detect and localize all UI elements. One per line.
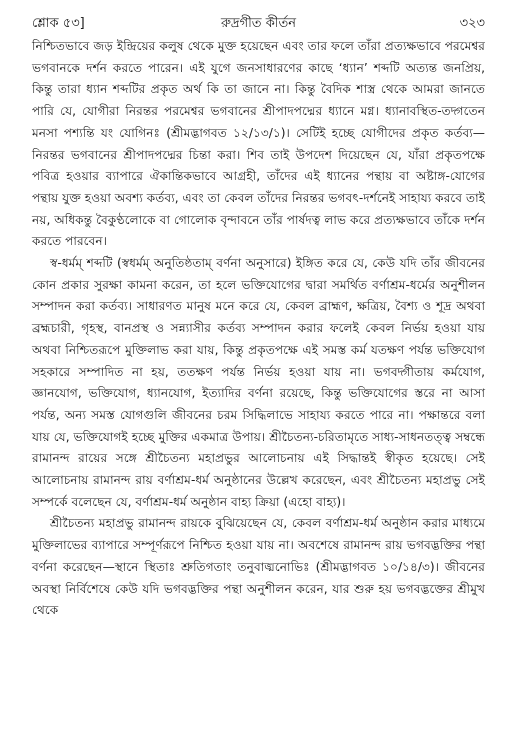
body-text [32, 36, 485, 622]
page-header [32, 0, 485, 48]
paragraph: স্ব-ধর্মম্ শব্দটি (স্বধর্মম্ অনুতিষ্ঠতাম্ বর্ণনা অনুসারে) ইঙ্গিত করে যে, কেউ যদি তাঁর জীবনের কোন প্রকার সুরক্ষা কামনা করেন, তা হলে ভক্তিযোগের দ্বারা সমর্থিত বর্ণাশ্রম-ধর্মের অনুশীলন সম্পাদন করা কর্তব্য। সাধারণত মানুষ মনে করে যে, কেবল ব্রাহ্মণ, ক্ষত্রিয়, বৈশ্য ও শূদ্র অথবা ব্রহ্মচারী, গৃহস্থ, বানপ্রস্থ ও সন্ন্যাসীর কর্তব্য সম্পাদন করার ফলেই কেবল নির্ভয় হওয়া যায় অথবা নিশ্চিতরূপে মুক্তিলাভ করা যায়, কিন্তু প্রকৃতপক্ষে এই সমস্ত কর্ম যতক্ষণ পর্যন্ত ভক্তিযোগ সহকারে সম্পাদিত না হয়, ততক্ষণ পর্যন্ত নির্ভয় হওয়া যায় না। ভগবদ্গীতায় কর্মযোগ, জ্ঞানযোগ, ভক্তিযোগ, ধ্যানযোগ, ইত্যাদির বর্ণনা রয়েছে, কিন্তু ভক্তিযোগের স্তরে না আসা পর্যন্ত, অন্য সমস্ত যোগগুলি জীবনের চরম সিদ্ধিলাভে সাহায্য করতে পারে না। পক্ষান্তরে বলা যায় যে, ভক্তিযোগই হচ্ছে মুক্তির একমাত্র উপায়। শ্রীচৈতন্য-চরিতামৃতে সাধ্য-সাধনতত্ত্ব সম্বন্ধে রামানন্দ রায়ের সঙ্গে শ্রীচৈতন্য মহাপ্রভুর আলোচনায় এই সিদ্ধান্তই স্বীকৃত হয়েছে। সেই আলোচনায় রামানন্দ রায় বর্ণাশ্রম-ধর্ম অনুষ্ঠানের উল্লেখ করেছেন, এবং শ্রীচৈতন্য মহাপ্রভু সেই সম্পর্কে বলেছেন যে, বর্ণাশ্রম-ধর্ম অনুষ্ঠান বাহ্য ক্রিয়া (এহো বাহ্য)। [32, 256, 485, 509]
paragraph: শ্রীচৈতন্য মহাপ্রভু রামানন্দ রায়কে বুঝিয়েছেন যে, কেবল বর্ণাশ্রম-ধর্ম অনুষ্ঠান করার মাধ্যমে মুক্তিলাভের ব্যাপারে সম্পূর্ণরূপে নিশ্চিত হওয়া যায় না। অবশেষে রামানন্দ রায় ভগবদ্ভক্তির পন্থা বর্ণনা করেছেন—স্থানে স্থিতাঃ শ্রুতিগতাং তনুবাঙ্মনোভিঃ (শ্রীমদ্ভাগবত ১০/১৪/৩)। জীবনের অবস্থা নির্বিশেষে কেউ যদি ভগবদ্ভক্তির পন্থা অনুশীলন করেন, যার শুরু হয় ভগবদ্ভক্তের শ্রীমুখ থেকে [32, 516, 485, 618]
chapter-title: রুদ্রগীত কীর্তন [220, 16, 297, 31]
paragraph: নিশ্চিতভাবে জড় ইন্দ্রিয়ের কলুষ থেকে মুক্ত হয়েছেন এবং তার ফলে তাঁরা প্রত্যক্ষভাবে পরমেশ্বর ভগবানকে দর্শন করতে পারেন। এই যুগে জনসাধারণের কাছে ‘ধ্যান’ শব্দটি অত্যন্ত জনপ্রিয়, কিন্তু তারা ধ্যান শব্দটির প্রকৃত অর্থ কি তা জানে না। কিন্তু বৈদিক শাস্ত্র থেকে আমরা জানতে পারি যে, যোগীরা নিরন্তর পরমেশ্বর ভগবানের শ্রীপাদপদ্মের ধ্যানে মগ্ন। ধ্যানাবস্থিত-তদ্গতেন মনসা পশ্যন্তি যং যোগিনঃ (শ্রীমদ্ভাগবত ১২/১৩/১)। সেটিই হচ্ছে যোগীদের প্রকৃত কর্তব্য—নিরন্তর ভগবানের শ্রীপাদপদ্মের চিন্তা করা। শিব তাই উপদেশ দিয়েছেন যে, যাঁরা প্রকৃতপক্ষে পবিত্র হওয়ার ব্যাপারে ঐকান্তিকভাবে আগ্রহী, তাঁদের এই ধ্যানের পন্থায় বা অষ্টাঙ্গ-যোগের পন্থায় যুক্ত হওয়া অবশ্য কর্তব্য, এবং তা কেবল তাঁদের নিরন্তর ভগবৎ-দর্শনেই সাহায্য করবে তাই নয়, অধিকন্তু বৈকুণ্ঠলোকে বা গোলোক বৃন্দাবনে তাঁর পার্ষদত্ব লাভ করে প্রত্যক্ষভাবে তাঁকে দর্শন করতে পারবেন। [32, 39, 485, 249]
verse-reference: শ্লোক ৫৩] [32, 16, 85, 31]
page-number: ৩২৩ [459, 16, 485, 31]
